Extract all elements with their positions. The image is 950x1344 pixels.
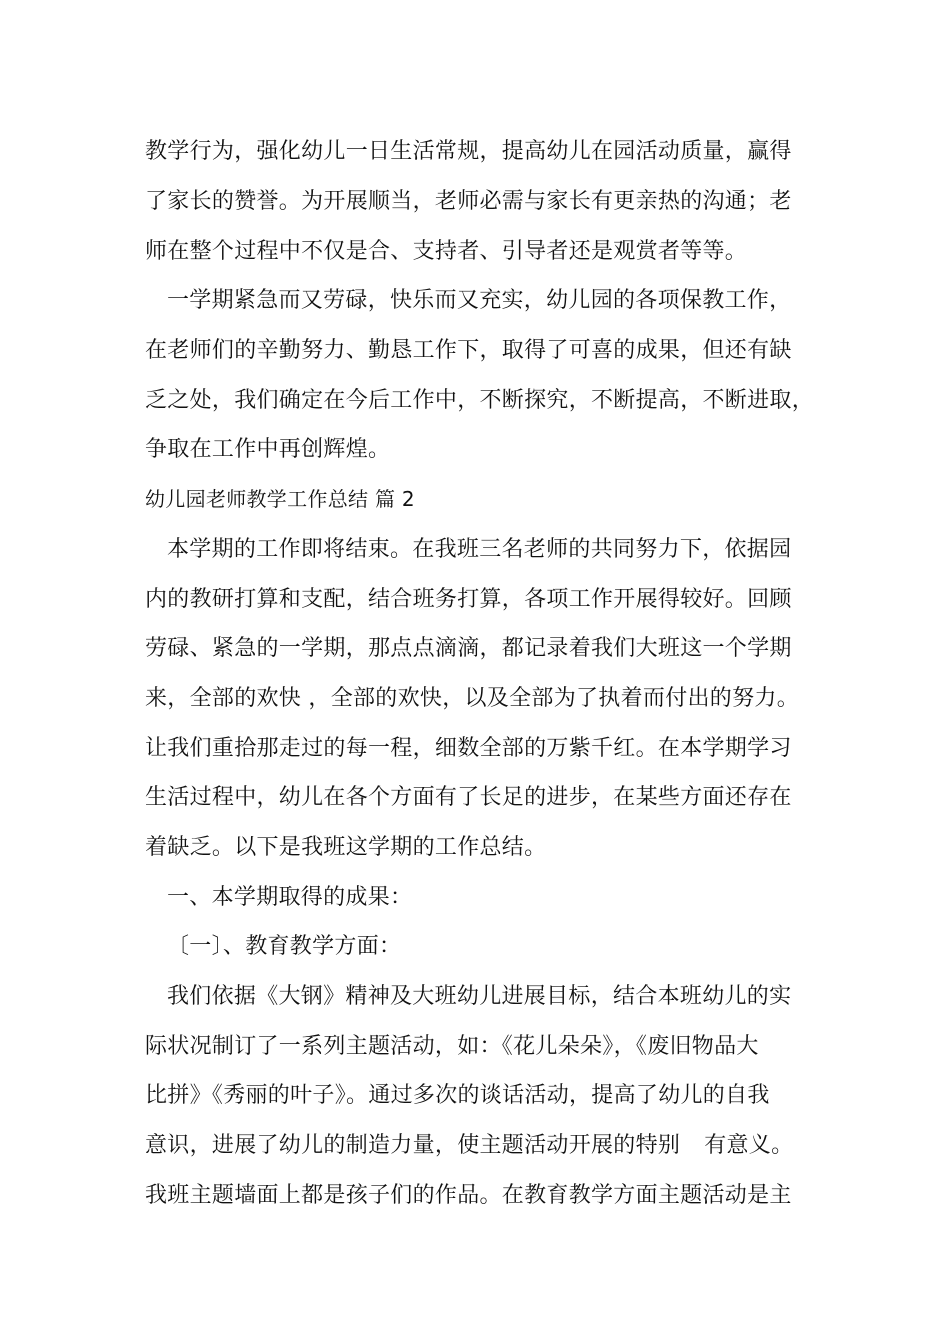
paragraph-line: 内的教研打算和支配，结合班务打算，各项工作开展得较好。回顾 xyxy=(145,587,792,612)
paragraph-line: 教学行为，强化幼儿一日生活常规，提高幼儿在园活动质量，赢得 xyxy=(145,139,792,164)
section-title: 一、本学期取得的成果： xyxy=(167,885,413,910)
paragraph-line: 生活过程中，幼儿在各个方面有了长足的进步，在某些方面还存在 xyxy=(145,785,792,810)
paragraph-line: 本学期的工作即将结束。在我班三名老师的共同努力下，依据园 xyxy=(167,537,792,562)
paragraph-line: 比拼》《秀丽的叶子》。通过多次的谈话活动，提高了幼儿的自我 xyxy=(145,1083,770,1108)
paragraph-line: 着缺乏。以下是我班这学期的工作总结。 xyxy=(145,835,547,860)
paragraph-line xyxy=(145,1131,793,1161)
paragraph-line: 师在整个过程中不仅是合、支持者、引导者还是观赏者等等。 xyxy=(145,239,748,264)
paragraph-line: 了家长的赞誉。为开展顺当，老师必需与家长有更亲热的沟通；老 xyxy=(145,189,792,214)
paragraph-line: 让我们重拾那走过的每一程，细数全部的万紫千红。在本学期学习 xyxy=(145,736,792,761)
paragraph-line: 一学期紧急而又劳碌，快乐而又充实，幼儿园的各项保教工作， xyxy=(167,288,792,313)
line-text-part: 有意义。 xyxy=(704,1133,794,1158)
paragraph-line: 来，全部的欢快 ，全部的欢快，以及全部为了执着而付出的努力。 xyxy=(145,686,799,711)
paragraph-line: 争取在工作中再创辉煌。 xyxy=(145,437,391,462)
paragraph-line: 际状况制订了一系列主题活动，如：《花儿朵朵》，《废旧物品大 xyxy=(145,1034,759,1059)
paragraph-line: 乏之处，我们确定在今后工作中，不断探究，不断提高，不断进取， xyxy=(145,388,815,413)
paragraph-line: 我班主题墙面上都是孩子们的作品。在教育教学方面主题活动是主 xyxy=(145,1183,792,1208)
paragraph-line: 劳碌、紧急的一学期，那点点滴滴，都记录着我们大班这一个学期 xyxy=(145,636,792,661)
section-heading: 幼儿园老师教学工作总结 篇 2 xyxy=(145,487,415,511)
paragraph-line: 我们依据《大钢》精神及大班幼儿进展目标，结合本班幼儿的实 xyxy=(167,984,792,1009)
paragraph-line: 在老师们的辛勤努力、勤恳工作下，取得了可喜的成果，但还有缺 xyxy=(145,338,792,363)
line-text-part: 意识，进展了幼儿的制造力量，使主题活动开展的特别 xyxy=(145,1133,681,1158)
subsection-title: 〔一〕、教育教学方面： xyxy=(167,934,402,959)
